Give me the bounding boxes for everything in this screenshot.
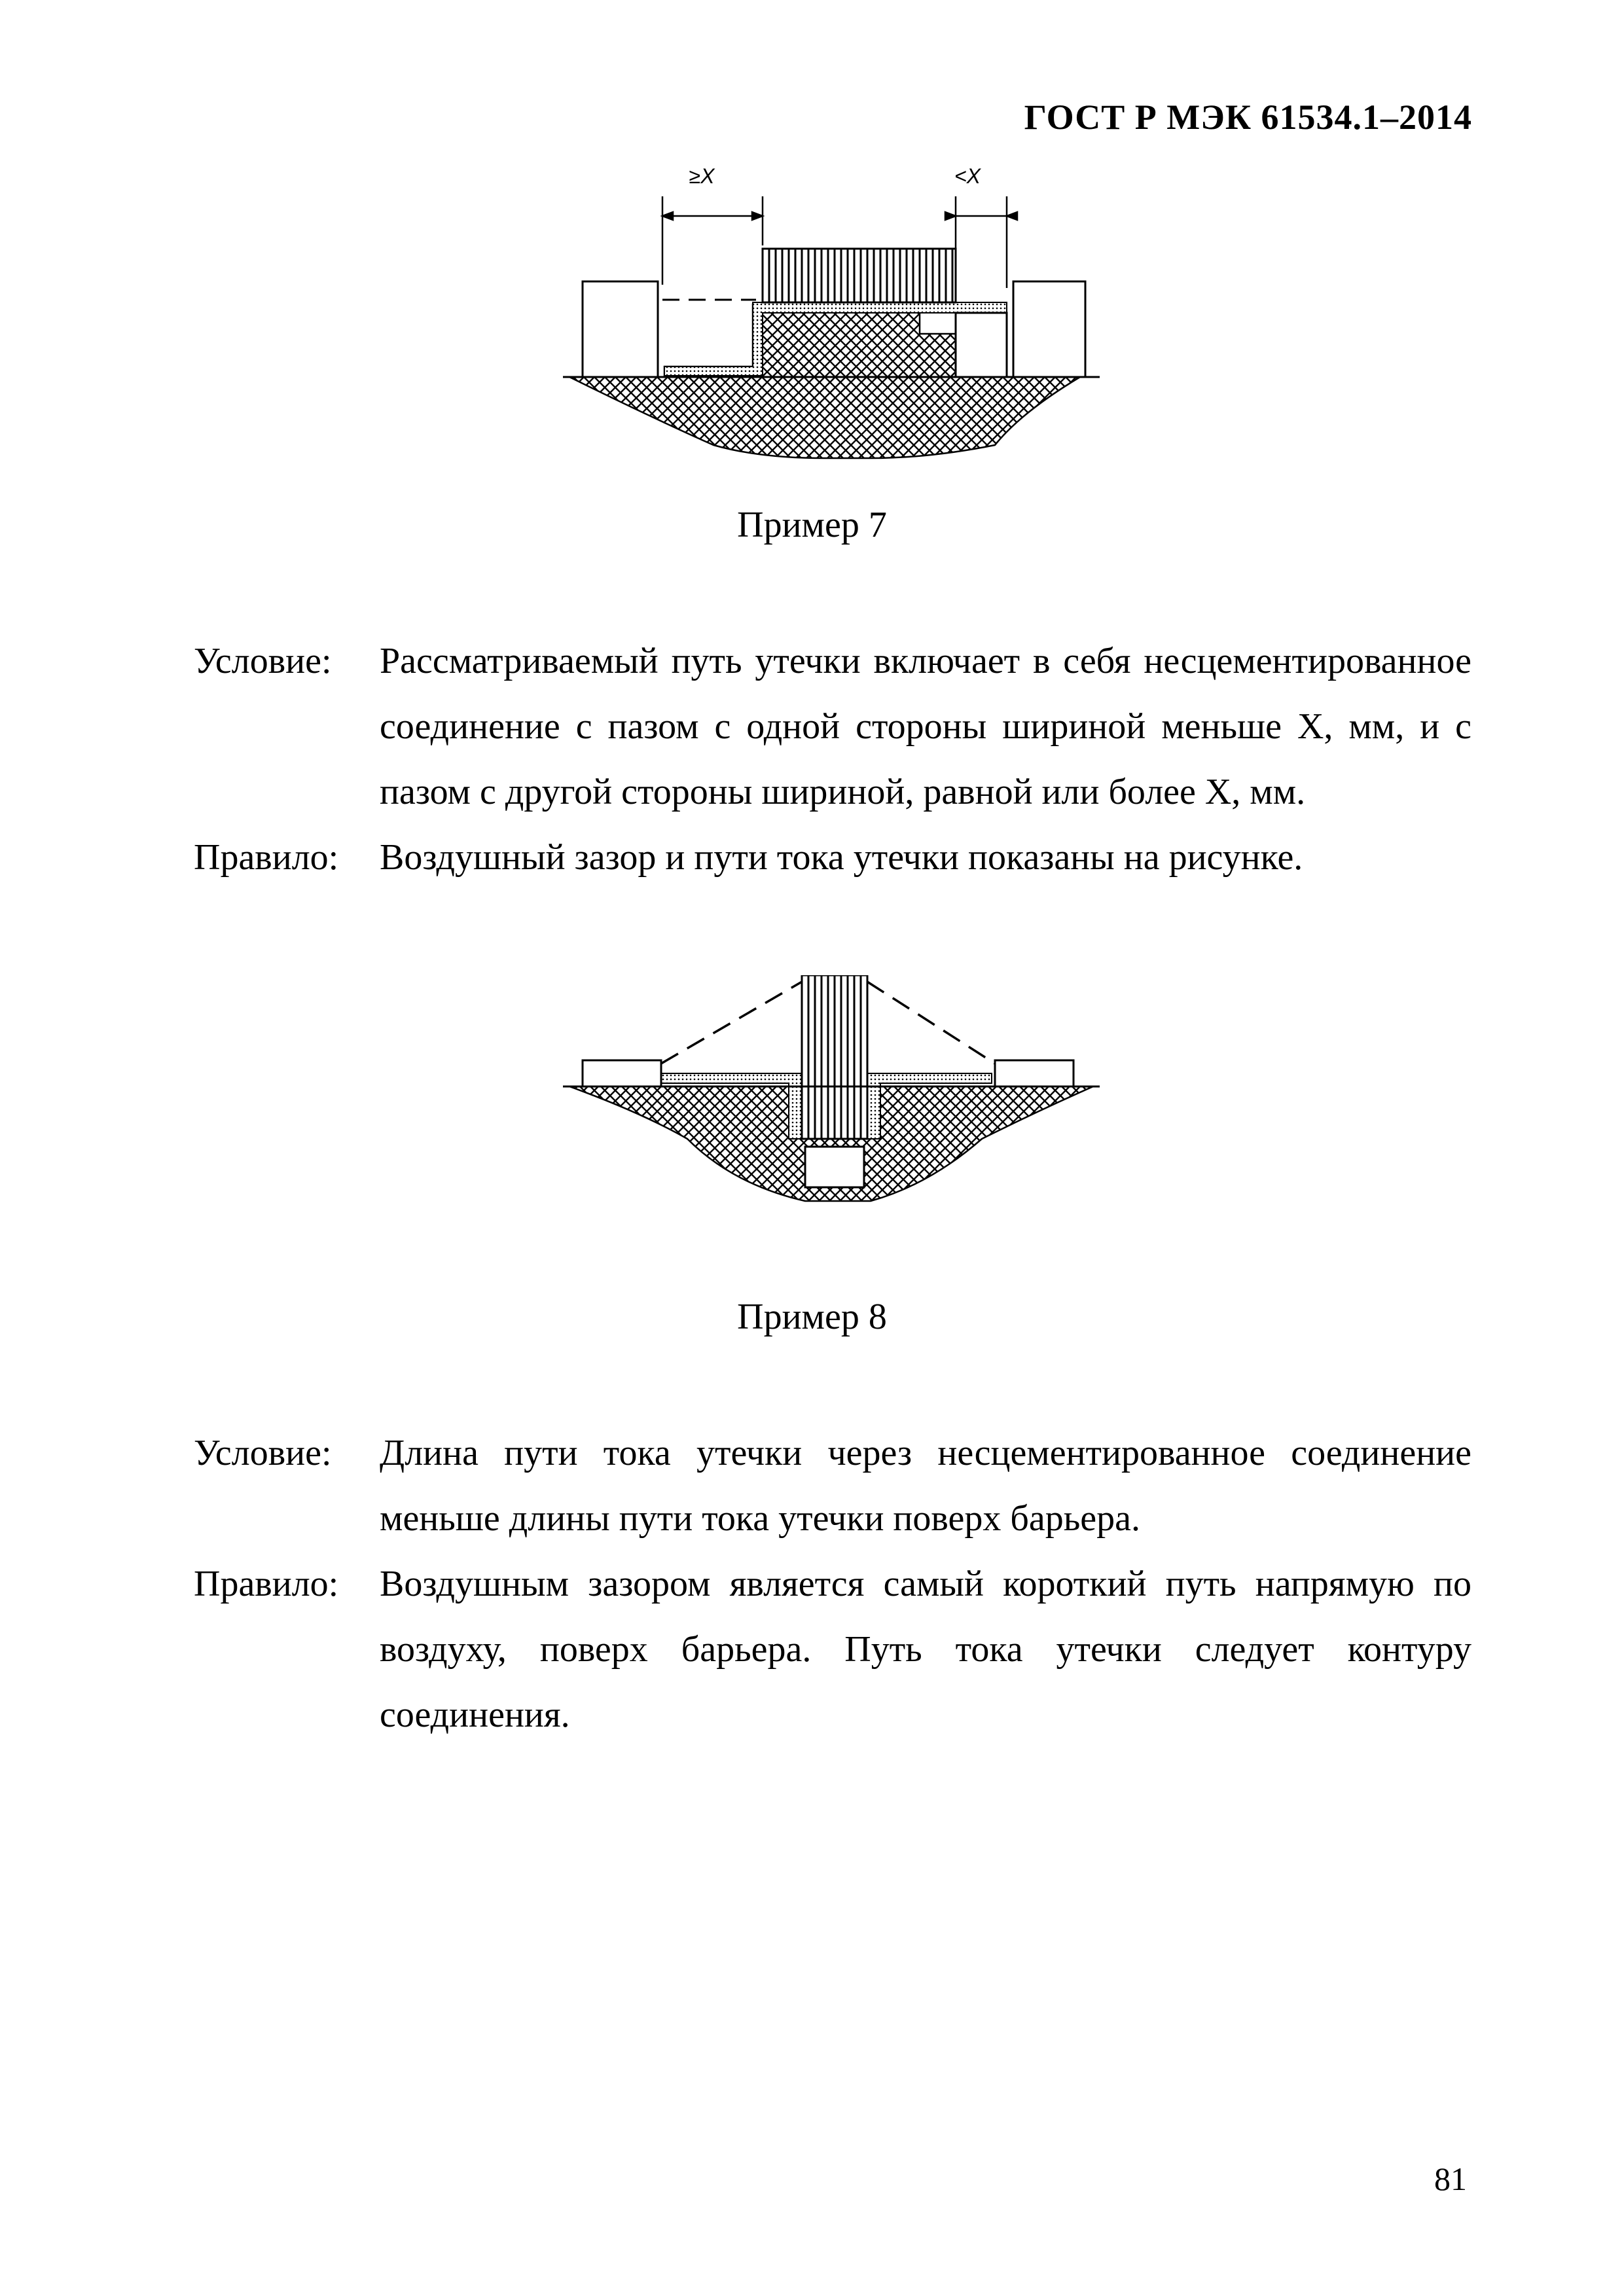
example-7-caption: Пример 7 [737, 505, 887, 545]
rule-row [194, 825, 1471, 890]
condition-row [194, 1420, 1471, 1551]
rule-text: Воздушный зазор и пути тока утечки показаны на рисунке. [380, 837, 1303, 878]
dimension-label-left: ≥X [689, 164, 715, 188]
rule-text: Воздушным зазором является самый короткий путь напрямую по воздуху, поверх барьера. Путь тока утечки следует контуру соединения. [380, 1564, 1471, 1735]
example-8-caption: Пример 8 [737, 1297, 887, 1337]
top-part [763, 249, 956, 302]
condition-label: Условие: [194, 641, 332, 681]
left-block [583, 281, 658, 377]
figure-1 [563, 157, 1100, 465]
condition-text: Рассматриваемый путь утечки включает в себя несцементированное соединение с пазом с одной стороны шириной меньше X, мм, и с пазом с другой стороны шириной, равной или более X, мм. [380, 641, 1471, 812]
barrier [802, 975, 867, 1139]
condition-text: Длина пути тока утечки через несцементированное соединение меньше длины пути тока утечки поверх барьера. [380, 1433, 1471, 1539]
example-8-description [194, 1420, 1471, 1748]
right-block [1013, 281, 1085, 377]
rule-label: Правило: [194, 837, 339, 878]
dimension-label-right: <X [954, 164, 981, 188]
document-header: ГОСТ Р МЭК 61534.1–2014 [1024, 98, 1472, 137]
right-plate [995, 1060, 1074, 1086]
condition-row [194, 628, 1471, 825]
page-number: 81 [1434, 2161, 1467, 2197]
inner-block [805, 1147, 864, 1187]
condition-label: Условие: [194, 1433, 332, 1473]
creepage-diagram-2 [563, 975, 1100, 1230]
figure-2 [563, 975, 1100, 1230]
creepage-diagram-1 [563, 157, 1100, 465]
right-inner-block [956, 313, 1007, 377]
example-7-description [194, 628, 1471, 890]
left-plate [583, 1060, 661, 1086]
rule-row [194, 1551, 1471, 1748]
rule-label: Правило: [194, 1564, 339, 1604]
